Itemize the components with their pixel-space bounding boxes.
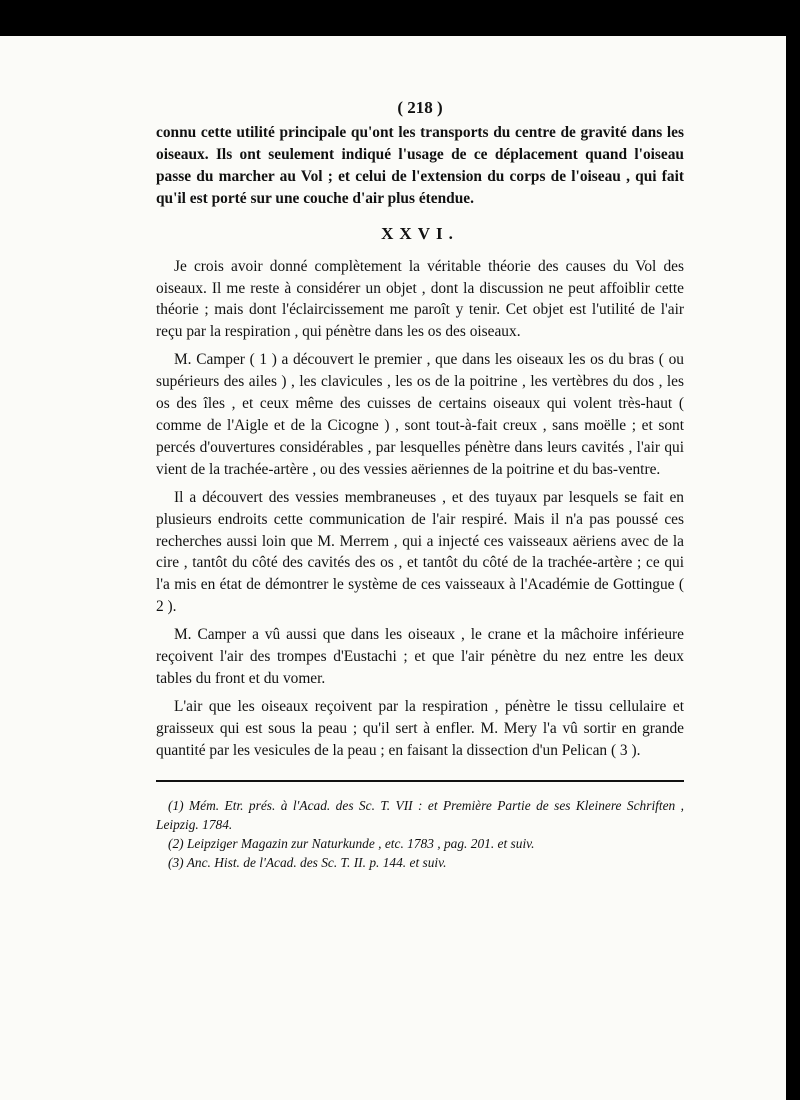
footnotes — [156, 796, 684, 872]
book-page — [0, 36, 786, 1100]
footnote-3: (3) Anc. Hist. de l'Acad. des Sc. T. II. p. 144. et suiv. — [168, 854, 447, 870]
paragraph-1: Je crois avoir donné complètement la véritable théorie des causes du Vol des oiseaux. Il me reste à considérer un objet , dont la discussion ne peut affoiblir cette théorie ; mais dont l'éclaircissement me paroît y tenir. Cet objet est l'utilité de l'air reçu par la respiration , qui pénètre dans les os des oiseaux. — [156, 257, 684, 341]
paragraph-3: Il a découvert des vessies membraneuses , et des tuyaux par lesquels se fait en plusieurs endroits cette communication de l'air respiré. Mais il n'a pas poussé ces recherches aussi loin que M. Merrem , qui a injecté ces vaisseaux aëriens avec de la cire , tantôt du côté des cavités des os , et tantôt du côté de la trachée-artère ; ce qui l'a mis en état de démontrer le système de ces vaisseaux à l'Académie de Gottingue ( 2 ). — [156, 488, 684, 616]
scan-edge — [786, 36, 800, 1100]
page-content — [156, 96, 684, 872]
paragraph-4: M. Camper a vû aussi que dans les oiseaux , le crane et la mâchoire inférieure reçoivent l'air des trompes d'Eustachi ; et que l'air pénètre du nez entre les deux tables du front et du vomer. — [156, 626, 684, 687]
footnote-1: (1) Mém. Etr. prés. à l'Acad. des Sc. T. VII : et Première Partie de ses Kleinere Schriften , Leipzig. 1784. — [156, 797, 684, 832]
footnote-divider — [156, 780, 684, 782]
section-heading: XXVI. — [381, 223, 459, 243]
page-number: ( 218 ) — [397, 98, 443, 117]
paragraph-5: L'air que les oiseaux reçoivent par la respiration , pénètre le tissu cellulaire et graisseux qui est sous la peau ; qu'il sert à enfler. M. Mery l'a vû sortir en grande quantité par les vesicules de la peau ; en faisant la dissection d'un Pelican ( 3 ). — [156, 697, 684, 759]
intro-paragraph: connu cette utilité principale qu'ont les transports du centre de gravité dans les oiseaux. Ils ont seulement indiqué l'usage de ce déplacement quand l'oiseau passe du marcher au Vol ; et celui de l'extension du corps de l'oiseau , qui fait qu'il est porté sur une couche d'air plus étendue. — [156, 124, 684, 207]
footnote-2: (2) Leipziger Magazin zur Naturkunde , etc. 1783 , pag. 201. et suiv. — [168, 835, 535, 851]
paragraph-2: M. Camper ( 1 ) a découvert le premier , que dans les oiseaux les os du bras ( ou supérieurs des ailes ) , les clavicules , les os de la poitrine , les vertèbres du dos , les os des îles , et ceux même des cuisses de certains oiseaux qui volent très-haut ( comme de l'Aigle et de la Cicogne ) , sont tout-à-fait creux , sans moëlle ; et sont percés d'ouvertures considérables , par lesquelles pénètre dans leurs cavités , l'air qui vient de la trachée-artère , ou des vessies aëriennes de la poitrine et du bas-ventre. — [156, 351, 684, 478]
